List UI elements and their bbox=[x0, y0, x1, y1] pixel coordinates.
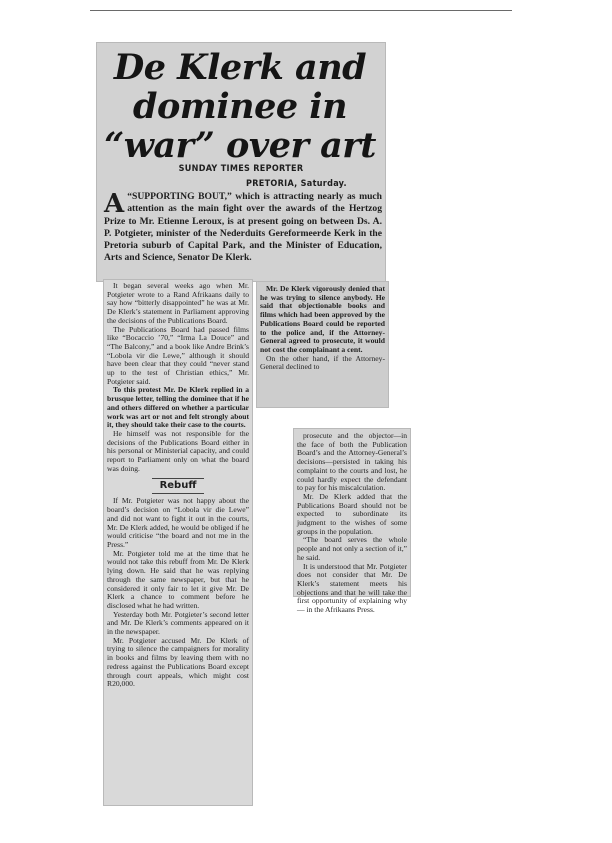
paragraph: “The board serves the whole people and not only a section of it,” he said. bbox=[297, 535, 407, 562]
paragraph-bold: Mr. De Klerk vigorously denied that he was trying to silence anybody. He said that objectionable books and films which had been approved by the Publications Board could be reported to the police and, if the Attorney-General agreed to prosecute, it would not cost the complainant a cent. bbox=[260, 284, 385, 354]
paragraph: Yesterday both Mr. Potgieter’s second letter and Mr. De Klerk’s comments appeared on it in the newspaper. bbox=[107, 609, 249, 637]
article-header-clipping bbox=[96, 42, 386, 282]
paragraph: It is understood that Mr. Potgieter does not consider that Mr. De Klerk’s statement meets his objections and that he will take the first opportunity of explaining why — in the Afrikaans Press. bbox=[297, 561, 407, 615]
right-column-top-text bbox=[260, 285, 385, 372]
right-column-top-clipping bbox=[256, 281, 389, 408]
paragraph: prosecute and the objector—in the face of both the Publication Board’s and the Attorney-General’s decisions—persisted in taking his complaint to the courts and lost, he could hardly expect the defendant to pay for his miscalculation. bbox=[297, 431, 407, 493]
paragraph: He himself was not responsible for the decisions of the Publications Board either in his personal or Ministerial capacity, and could report to Parliament only on what the board was doing. bbox=[107, 428, 249, 473]
right-column-bottom-clipping bbox=[293, 428, 411, 615]
dateline: PRETORIA, Saturday. bbox=[246, 179, 347, 189]
paragraph: Mr. De Klerk added that the Publications Board should not be expected to subordinate its judgment to the wishes of some groups in the population. bbox=[297, 491, 407, 536]
page-top-rule bbox=[90, 10, 512, 11]
drop-cap: A bbox=[104, 189, 125, 219]
subheading-text: Rebuff bbox=[152, 478, 205, 494]
left-column-clipping bbox=[103, 279, 253, 806]
right-column-bottom-text bbox=[297, 432, 407, 615]
lead-paragraph bbox=[104, 191, 382, 265]
byline: SUNDAY TIMES REPORTER bbox=[178, 164, 304, 174]
lead-text: “SUPPORTING BOUT,” which is attracting nearly as much attention as the main fight over the awards of the Hertzog Prize to Mr. Etienne Leroux, is at present going on between Ds. A. P. Potgieter, minister of the Nederduits Gereformeerde Kerk in the Pretoria suburb of Capital Park, and the Minister of Education, Arts and Science, Senator De Klerk. bbox=[104, 191, 382, 264]
headline: De Klerk and dominee in “war” over art bbox=[104, 47, 376, 166]
paragraph: Mr. Potgieter told me at the time that he would not take this rebuff from Mr. De Klerk lying down. He said that he was replying through the same newspaper, but that he considered it only fair to let it give Mr. De Klerk a chance to comment before he disclosed what he had written. bbox=[107, 548, 249, 610]
paragraph: If Mr. Potgieter was not happy about the board’s decision on “Lobola vir die Lewe” and did not want to fight it out in the courts, Mr. De Klerk added, he would be obliged if he would criticise “the board and not me in the Press.” bbox=[107, 496, 249, 549]
paragraph: It began several weeks ago when Mr. Potgieter wrote to a Rand Afrikaans daily to say how “bitterly disappointed” he was at Mr. De Klerk’s statement in Parliament approving the decisions of the Publications Board. bbox=[107, 281, 249, 325]
paragraph: Mr. Potgieter accused Mr. De Klerk of trying to silence the campaigners for morality in books and films by leaving them with no redress against the Publications Board except through court appeals, which might cost R20,000. bbox=[107, 635, 249, 689]
paragraph: On the other hand, if the Attorney-General declined to bbox=[260, 353, 385, 372]
subheading bbox=[107, 478, 249, 494]
paragraph: The Publications Board had passed films like “Bocaccio ’70,” “Irma La Douce” and “The Balcony,” and a book like Andre Brink’s “Lobola vir die Lewe,” although it should have been clear that they could “never stand up to the test of Christian ethics,” Mr. Potgieter said. bbox=[107, 324, 249, 386]
paragraph-bold: To this protest Mr. De Klerk replied in a brusque letter, telling the dominee that if he and others differed on whether a particular work was art or not and felt strongly about it, they should take their case to the courts. bbox=[107, 385, 249, 430]
left-column-text bbox=[107, 282, 249, 689]
